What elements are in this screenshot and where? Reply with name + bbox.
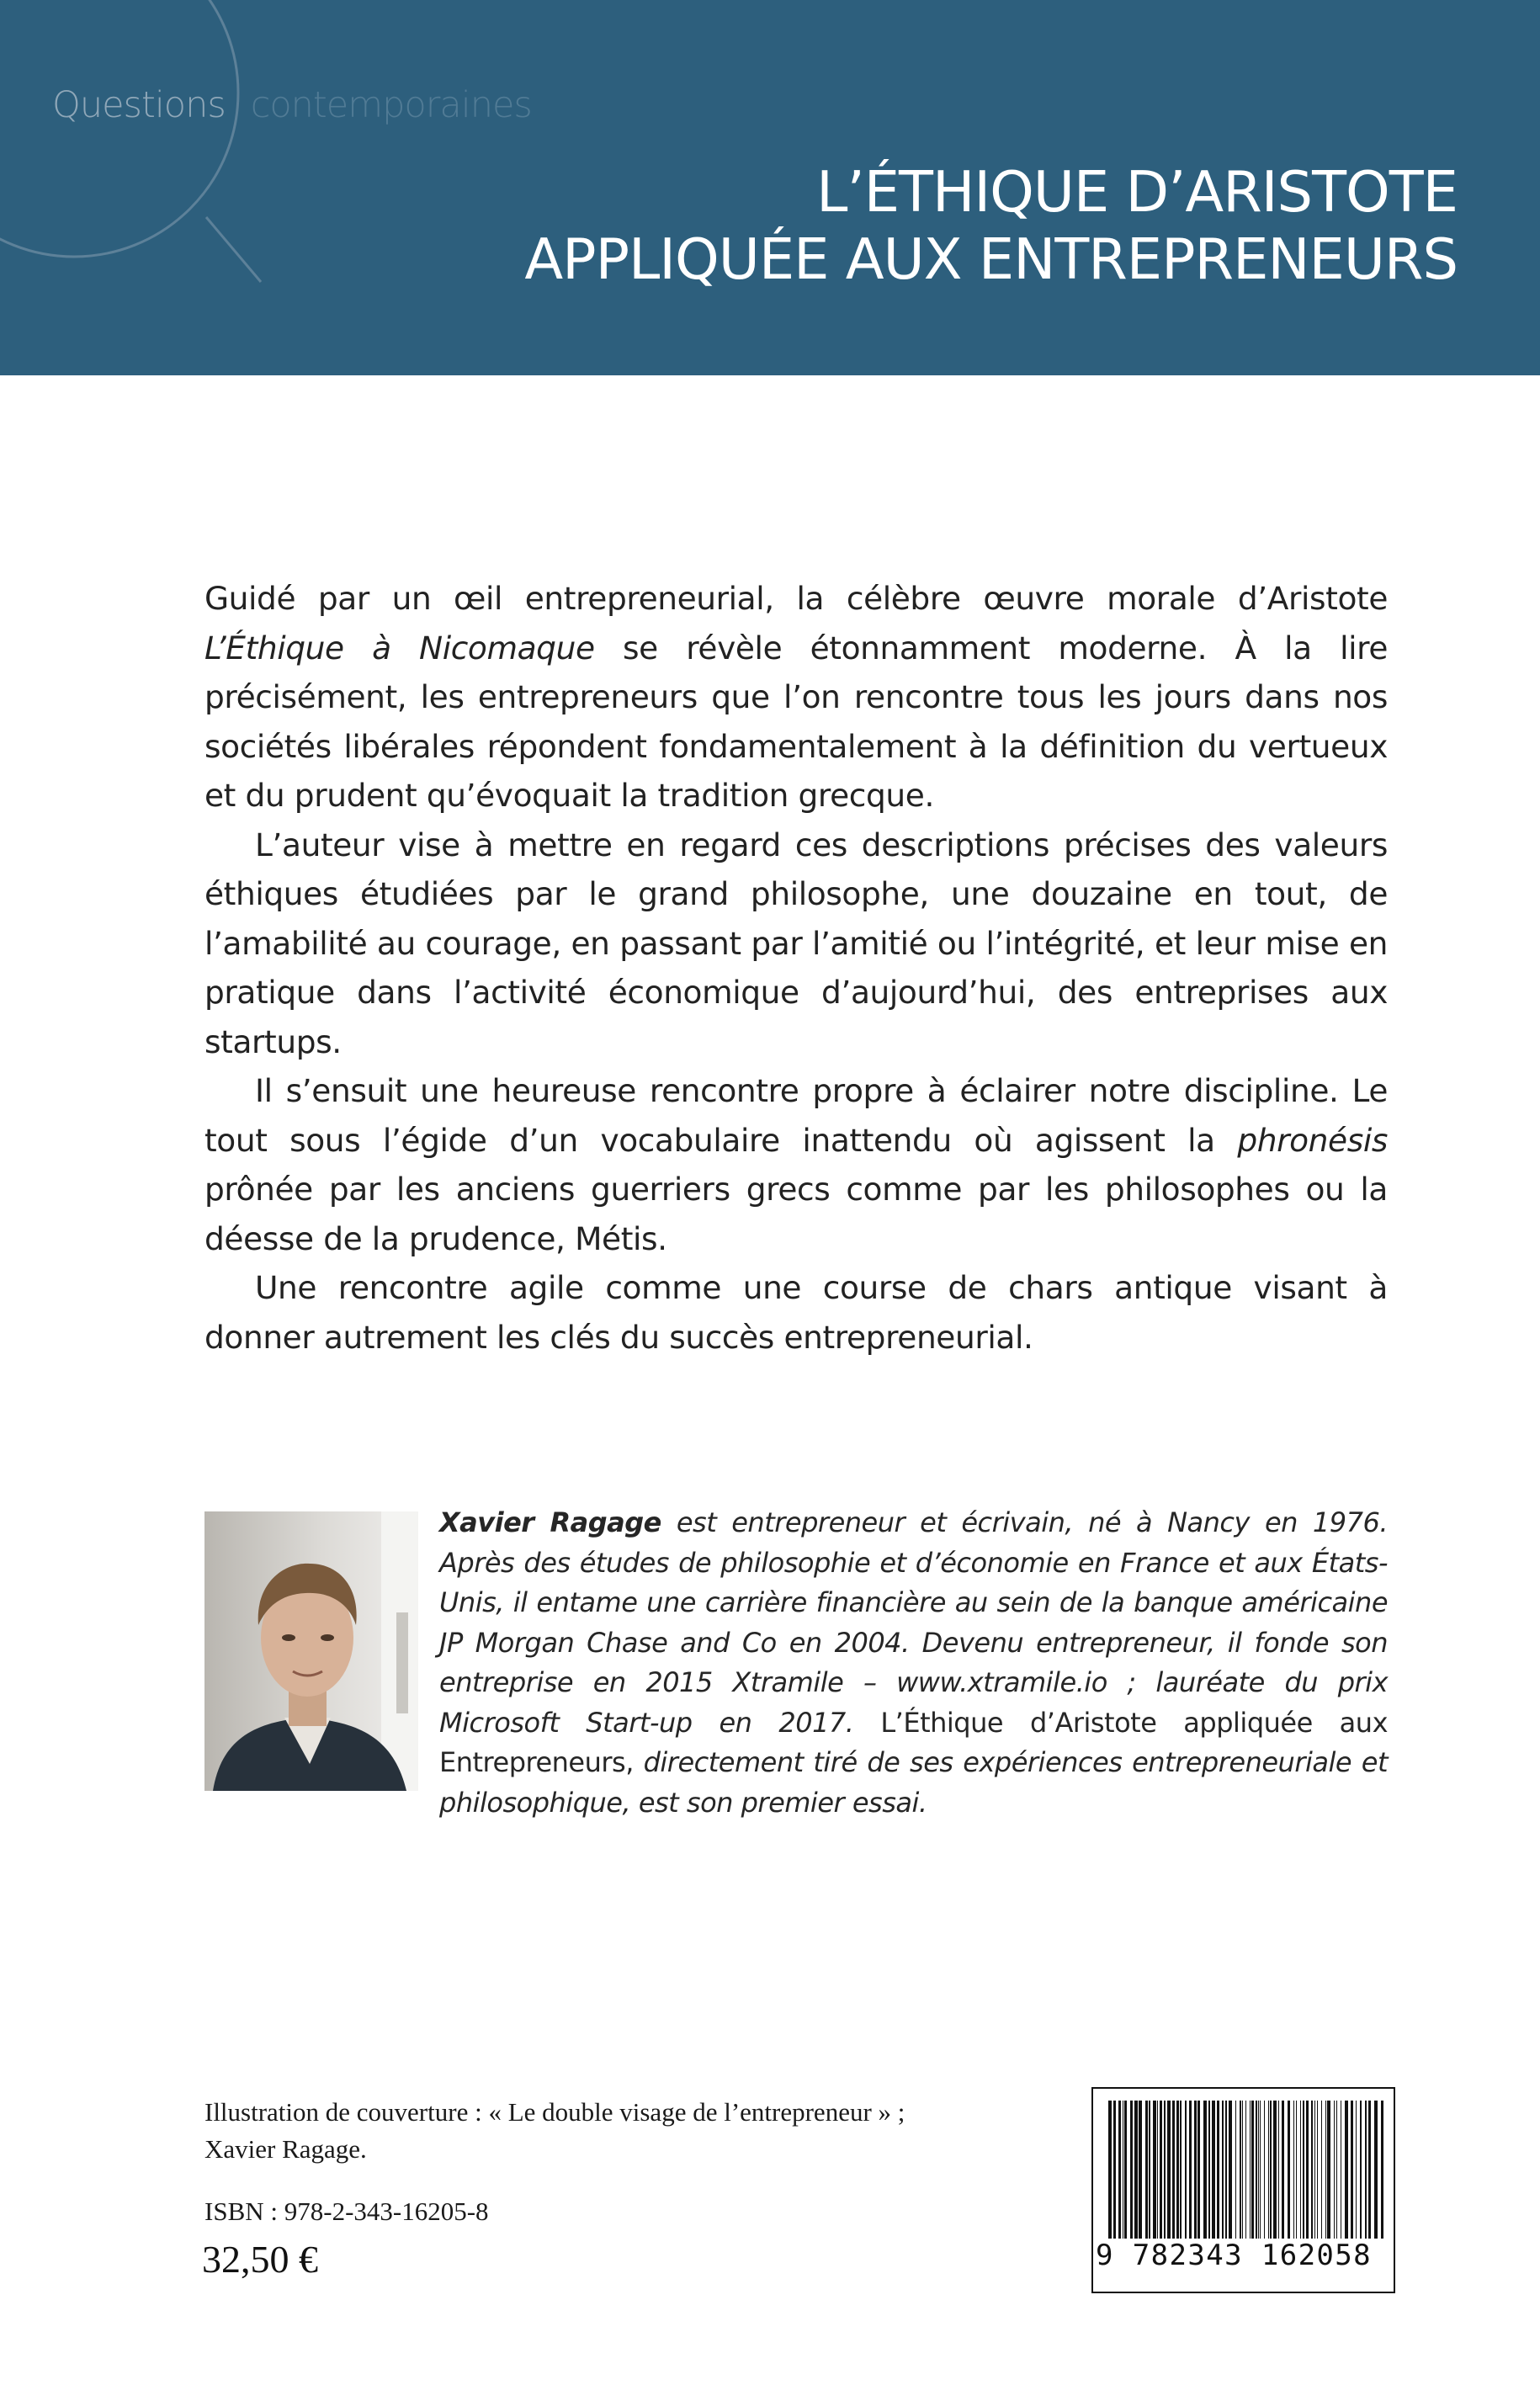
- barcode-bar: [1157, 2101, 1158, 2240]
- barcode-bar: [1260, 2101, 1261, 2240]
- barcode-bar: [1212, 2101, 1215, 2240]
- series-name: [52, 84, 532, 126]
- barcode-bar: [1225, 2101, 1227, 2240]
- author-bio-text-a: est entrepreneur et écrivain, né à Nancy en 1976. Après des études de philosophie et d’économie en France et aux États-Unis, il entame une carrière financière au sein de la banque américaine JP Morgan Chase and Co en 2004. Devenu entrepreneur, il fonde son entreprise en 2015 Xtramile – www.xtramile.io ; lauréate du prix Microsoft Start-up en 2017.: [439, 1506, 1389, 1739]
- barcode-bar: [1160, 2101, 1162, 2240]
- barcode-bar: [1113, 2101, 1116, 2240]
- credit-line-1: Illustration de couverture : « Le double visage de l’entrepreneur » ;: [204, 2097, 905, 2127]
- title-line-2: APPLIQUÉE AUX ENTREPRENEURS: [524, 226, 1458, 292]
- series-word-questions: Questions: [52, 84, 226, 126]
- barcode-bar: [1327, 2101, 1330, 2240]
- barcode-bar: [1303, 2101, 1304, 2240]
- barcode-bar: [1134, 2101, 1138, 2240]
- barcode-bar: [1270, 2101, 1272, 2240]
- barcode-bar: [1242, 2101, 1243, 2240]
- barcode-bar: [1108, 2101, 1112, 2259]
- series-word-contemporaines: contemporaines: [250, 84, 532, 126]
- barcode-bar: [1176, 2101, 1179, 2240]
- barcode-bar: [1139, 2101, 1142, 2240]
- barcode-bar: [1296, 2101, 1297, 2240]
- barcode-bar: [1180, 2101, 1182, 2240]
- barcode-bar: [1197, 2101, 1200, 2240]
- barcode-bar: [1314, 2101, 1315, 2240]
- cover-header: [0, 0, 1540, 375]
- barcode-bar: [1203, 2101, 1207, 2240]
- barcode-bar: [1118, 2101, 1121, 2240]
- barcode-bar: [1130, 2101, 1133, 2240]
- barcode-bar: [1273, 2101, 1277, 2240]
- barcode-bar: [1164, 2101, 1166, 2240]
- barcode-bar: [1251, 2101, 1254, 2240]
- barcode-bar: [1222, 2101, 1224, 2240]
- barcode-bar: [1145, 2101, 1148, 2240]
- blurb-p3-text-b: prônée par les anciens guerriers grecs comme par les philosophes ou la déesse de la prudence, Métis.: [204, 1171, 1388, 1257]
- title-line-1: L’ÉTHIQUE D’ARISTOTE: [816, 159, 1458, 225]
- barcode-bar: [1360, 2101, 1362, 2240]
- barcode-bar: [1149, 2101, 1150, 2240]
- barcode-bar: [1240, 2101, 1241, 2240]
- blurb-paragraph-2: L’auteur vise à mettre en regard ces descriptions précises des valeurs éthiques étudiées par le grand philosophe, une douzaine en tout, de l’amabilité au courage, en passant par l’amitié ou l’intégrité, et leur mise en pratique dans l’activité économique d’aujourd’hui, des entreprises aux startups.: [204, 826, 1388, 1060]
- barcode-bar: [1185, 2101, 1187, 2240]
- blurb-p1-text-b: se révèle étonnamment moderne. À la lire précisément, les entrepreneurs que l’on rencontre tous les jours dans nos sociétés libérales répondent fondamentalement à la définition du vertueux et du prudent qu’évoquait la tradition grecque.: [204, 629, 1388, 814]
- book-title: [195, 158, 1458, 293]
- blurb-p1-text-a: Guidé par un œil entrepreneurial, la célèbre œuvre morale d’Aristote: [204, 580, 1388, 617]
- barcode-bar: [1306, 2101, 1309, 2240]
- barcode-bar: [1345, 2101, 1348, 2240]
- blurb-paragraph-1: [204, 574, 1388, 821]
- book-price: 32,50 €: [202, 2238, 318, 2281]
- barcode-bar: [1351, 2101, 1353, 2240]
- barcode-bar: [1321, 2101, 1322, 2240]
- barcode-bar: [1300, 2101, 1301, 2240]
- author-bio-book-title: L’Éthique d’Aristote appliquée aux Entrepreneurs,: [439, 1706, 1388, 1778]
- barcode-bar: [1288, 2101, 1290, 2240]
- blurb-p3-term: phronésis: [1237, 1121, 1388, 1159]
- blurb-p1-work-title: L’Éthique à Nicomaque: [204, 629, 595, 667]
- author-photo: [204, 1511, 418, 1791]
- blurb-paragraph-4: Une rencontre agile comme une course de chars antique visant à donner autrement les clés du succès entrepreneurial.: [204, 1269, 1388, 1356]
- isbn-number: ISBN : 978-2-343-16205-8: [204, 2196, 489, 2226]
- barcode-bar: [1189, 2101, 1192, 2240]
- author-bio-text-b: directement tiré de ses expériences entrepreneuriale et philosophique, est son premier essai.: [439, 1746, 1388, 1819]
- barcode-bar: [1172, 2101, 1175, 2240]
- back-cover-blurb: [204, 574, 1388, 1362]
- barcode-bar: [1334, 2101, 1335, 2240]
- barcode-bar: [1278, 2101, 1279, 2240]
- barcode-bar: [1268, 2101, 1269, 2240]
- barcode-bar: [1229, 2101, 1232, 2240]
- cover-illustration-credit: [204, 2094, 1046, 2168]
- barcode-digits: 9 782343 162058: [1096, 2239, 1392, 2272]
- barcode-bar: [1208, 2101, 1210, 2240]
- barcode-bar: [1250, 2101, 1251, 2240]
- barcode-bar: [1124, 2101, 1127, 2240]
- barcode-bar: [1194, 2101, 1197, 2240]
- barcode-bar: [1258, 2101, 1259, 2240]
- barcode-bar: [1293, 2101, 1294, 2240]
- barcode-bar: [1368, 2101, 1371, 2240]
- barcode-bar: [1365, 2101, 1367, 2240]
- barcode-bar: [1317, 2101, 1318, 2240]
- author-name: Xavier Ragage: [439, 1506, 661, 1538]
- author-bio: [439, 1503, 1388, 1823]
- blurb-paragraph-3: [204, 1066, 1388, 1263]
- blurb-p3-text-a: Il s’ensuit une heureuse rencontre propre à éclairer notre discipline. Le tout sous l’égide d’un vocabulaire inattendu où agissent la: [204, 1072, 1388, 1159]
- barcode-bar: [1282, 2101, 1284, 2240]
- barcode-bar: [1217, 2101, 1219, 2240]
- barcode-bar: [1167, 2101, 1171, 2240]
- barcode-bar: [1356, 2101, 1357, 2240]
- barcode-bar: [1336, 2101, 1337, 2240]
- barcode-bar: [1374, 2101, 1378, 2240]
- barcode-bar: [1256, 2101, 1257, 2240]
- barcode-bar: [1245, 2101, 1246, 2259]
- credit-line-2: Xavier Ragage.: [204, 2134, 367, 2164]
- barcode-bar: [1264, 2101, 1265, 2240]
- barcode-bar: [1235, 2101, 1236, 2240]
- barcode-bar: [1381, 2101, 1383, 2259]
- barcode-bar: [1311, 2101, 1313, 2240]
- barcode-bar: [1325, 2101, 1326, 2240]
- barcode-bar: [1153, 2101, 1156, 2240]
